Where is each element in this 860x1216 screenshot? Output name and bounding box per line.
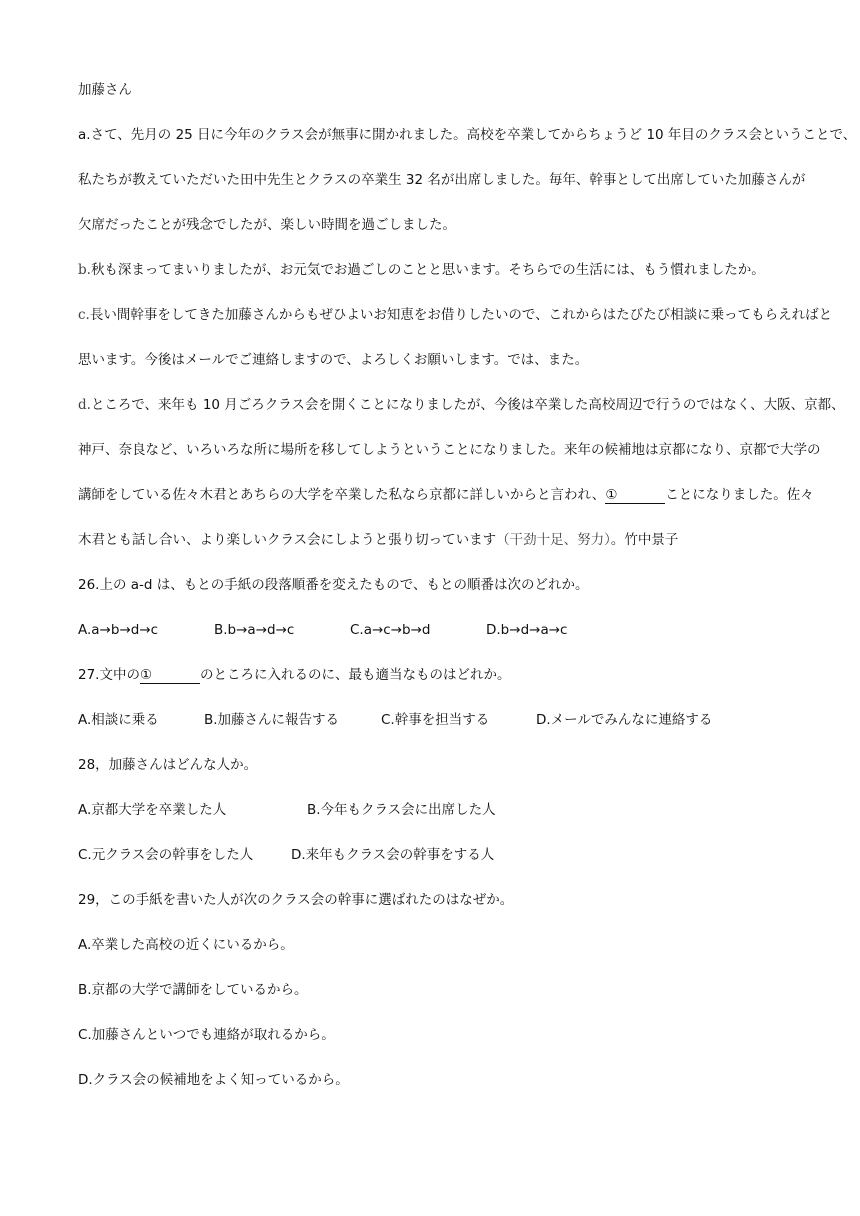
q28-option-b: B.今年もクラス会に出席した人 — [307, 802, 496, 818]
q27-option-b: B.加藤さんに報告する — [204, 712, 340, 728]
paragraph-d-line-3-post: ことになりました。佐々 — [665, 487, 814, 503]
q29-option-a: A.卒業した高校の近くにいるから。 — [78, 937, 294, 953]
paragraph-c-marker: c. — [78, 307, 90, 323]
greeting: 加藤さん — [78, 82, 132, 98]
paragraph-d-line-4 — [78, 530, 678, 550]
signature: 。竹中景子 — [610, 532, 679, 548]
paragraph-d-line-2: 神戸、奈良など、いろいろな所に場所を移してしようということになりました。来年の候補地は京都になり、京都で大学の — [78, 442, 821, 458]
q29-option-d: D.クラス会の候補地をよく知っているから。 — [78, 1072, 349, 1088]
paragraph-d-marker: d. — [78, 397, 91, 413]
paragraph-d-text: ところで、来年も 10 月ごろクラス会を開くことになりましたが、今後は卒業した高校周辺で行うのではなく、大阪、京都、 — [90, 397, 845, 413]
q28-option-c: C.元クラス会の幹事をした人 — [78, 847, 254, 863]
q27-option-c: C.幹事を担当する — [381, 712, 490, 728]
paragraph-c-line-1 — [78, 305, 832, 325]
q29-option-b: B.京都の大学で講師をしているから。 — [78, 982, 308, 998]
q29-option-c: C.加藤さんといつでも連絡が取れるから。 — [78, 1027, 335, 1043]
q26-option-a: A.a→b→d→c — [78, 622, 159, 638]
chinese-gloss: （干劲十足、努力） — [496, 532, 611, 548]
question-27-pre: 27.文中の — [78, 667, 140, 683]
answer-blank-1: ① — [605, 487, 665, 504]
paragraph-b-line-1 — [78, 260, 765, 280]
paragraph-b-text: 秋も深まってまいりましたが、お元気でお過ごしのことと思います。そちらでの生活には、もう慣れましたか。 — [90, 262, 765, 278]
question-28: 28，加藤さんはどんな人か。 — [78, 757, 258, 773]
question-26: 26.上の a-d は、もとの手紙の段落順番を変えたもので、もとの順番は次のどれか。 — [78, 577, 589, 593]
paragraph-d-line-1 — [78, 395, 845, 415]
q27-option-a: A.相談に乗る — [78, 712, 159, 728]
paragraph-c-line-2: 思います。今後はメールでご連絡しますので、よろしくお願いします。では、また。 — [78, 352, 589, 368]
q28-option-d: D.来年もクラス会の幹事をする人 — [291, 847, 495, 863]
paragraph-b-marker: b. — [78, 262, 91, 278]
answer-blank-2: ① — [140, 667, 200, 684]
paragraph-a-line-3: 欠席だったことが残念でしたが、楽しい時間を過ごしました。 — [78, 217, 456, 233]
q26-option-b: B.b→a→d→c — [214, 622, 295, 638]
paragraph-a-line-2: 私たちが教えていただいた田中先生とクラスの卒業生 32 名が出席しました。毎年、幹事として出席していた加藤さんが — [78, 172, 806, 188]
paragraph-a-line-1: a.さて、先月の 25 日に今年のクラス会が無事に開かれました。高校を卒業してからちょうど 10 年目のクラス会ということで、 — [78, 127, 857, 143]
paragraph-d-line-3 — [78, 485, 814, 505]
question-29: 29，この手紙を書いた人が次のクラス会の幹事に選ばれたのはなぜか。 — [78, 892, 514, 908]
paragraph-c-text: 長い間幹事をしてきた加藤さんからもぜひよいお知恵をお借りしたいので、これからはたびたび相談に乗ってもらえればと — [89, 307, 833, 323]
question-27 — [78, 665, 510, 685]
q26-option-c: C.a→c→b→d — [350, 622, 431, 638]
paragraph-d-line-3-pre: 講師をしている佐々木君とあちらの大学を卒業した私なら京都に詳しいからと言われ、 — [78, 487, 606, 503]
paragraph-d-line-4-pre: 木君とも話し合い、より楽しいクラス会にしようと張り切っています — [78, 532, 497, 548]
q26-option-d: D.b→d→a→c — [486, 622, 568, 638]
q28-option-a: A.京都大学を卒業した人 — [78, 802, 227, 818]
q27-option-d: D.メールでみんなに連絡する — [536, 712, 713, 728]
question-27-post: のところに入れるのに、最も適当なものはどれか。 — [199, 667, 511, 683]
